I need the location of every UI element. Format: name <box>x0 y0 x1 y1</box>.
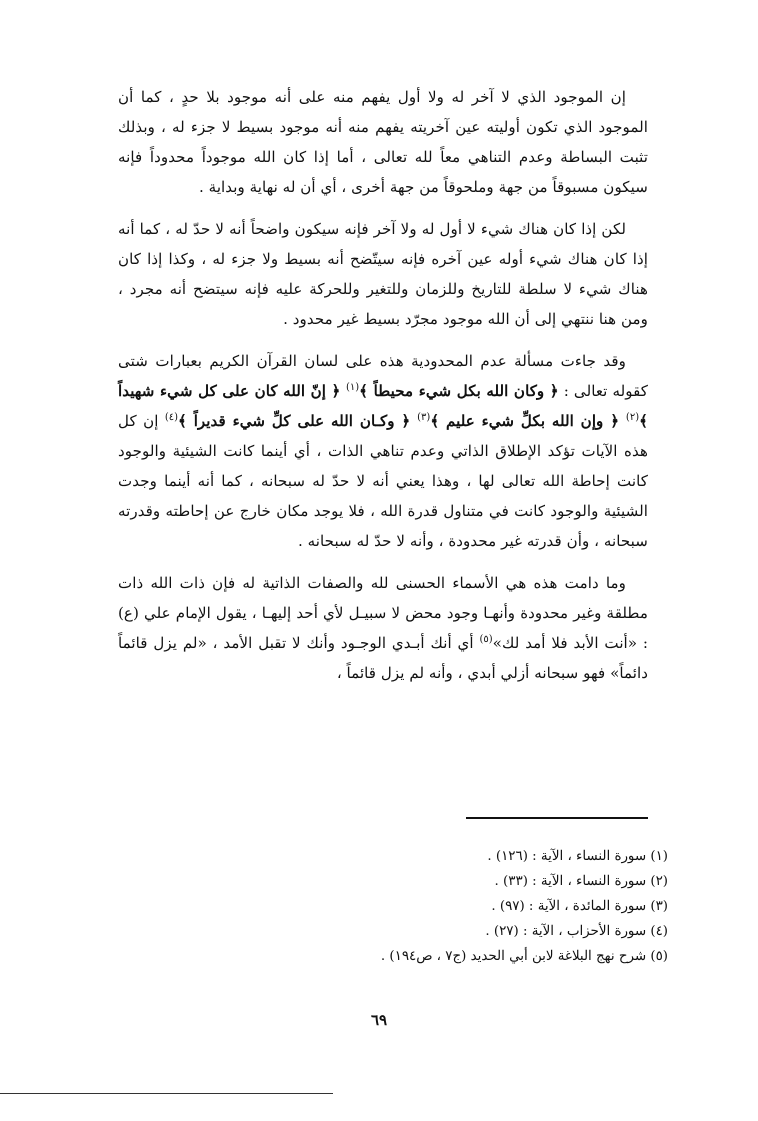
footnote-ref-3: (٣) <box>417 411 431 423</box>
footnote-1: (١) سورة النساء ، الآية : (١٢٦) . <box>487 849 668 864</box>
bottom-divider <box>0 1093 333 1094</box>
footnote-ref-1: (١) <box>345 381 360 393</box>
footnote-ref-2: (٢) <box>625 411 640 423</box>
footnote-ref-4: (٤) <box>164 411 178 423</box>
footnote-divider <box>466 817 648 819</box>
quran-verse-3: ﴿ وإن الله بكلِّ شيء عليم ﴾ <box>430 412 626 430</box>
paragraph-3-rest: إن كل هذه الآيات تؤكد الإطلاق الذاتي وعدم تناهي الذات ، أي أينما كانت الشيئية والوجود كانت إحاطة الله تعالى لها ، وهذا يعني أنه لا حدّ له سبحانه ، كما أنه أينما وجدت الشيئية والوجود كانت في متناول قدرة الله ، فلا يوجد مكان خارج عن إحاطته وقدرته سبحانه ، وأن قدرته غير محدودة ، وأنه لا حدّ له سبحانه . <box>118 412 648 550</box>
paragraph-2: لكن إذا كان هناك شيء لا أول له ولا آخر فإنه سيكون واضحاً أنه لا حدّ له ، كما أنه إذا كان هناك شيء أوله عين آخره فإنه سيتّضح أنه بسيط ولا جزء له ، وكذا إذا كان هناك شيء لا سلطة للتاريخ وللزمان وللتغير وللحركة عليه فإنه سيتضح أنه مجرد ، ومن هنا ننتهي إلى أن الله موجود مجرّد بسيط غير محدود . <box>118 220 648 328</box>
quran-verse-1: ﴿ وكان الله بكل شيء محيطاً ﴾ <box>359 382 559 400</box>
footnotes <box>118 844 668 969</box>
footnote-5: (٥) شرح نهج البلاغة لابن أبي الحديد (ج٧ ، ص١٩٤) . <box>380 949 668 964</box>
footnote-2: (٢) سورة النساء ، الآية : (٣٣) . <box>494 874 668 889</box>
paragraph-4-rest: أي أنك أبـدي الوجـود وأنك لا تقبل الأمد ، «لم يزل قائماً دائماً» فهو سبحانه أزلي أبدي ، وأنه لم يزل قائماً ، <box>118 634 648 682</box>
page-number: ٦٩ <box>370 1011 388 1029</box>
footnote-ref-5: (٥) <box>479 633 493 645</box>
paragraph-3 <box>118 346 648 556</box>
paragraph-4 <box>118 568 648 688</box>
quran-verse-2: ﴿ إنّ الله كان على كل شيء شهيداً ﴾ <box>118 382 648 430</box>
footnote-4: (٤) سورة الأحزاب ، الآية : (٢٧) . <box>485 924 668 939</box>
quran-verse-4: ﴿ وكـان الله على كلِّ شيء قديراً ﴾ <box>178 412 418 430</box>
paragraph-4-intro: وما دامت هذه هي الأسماء الحسنى لله والصفات الذاتية له فإن ذات الله ذات مطلقة وغير محدودة وأنهـا وجود محض لا سبيـل لأي أحد إليهـا ، يقول الإمام علي (ع) : «أنت الأبد فلا أمد لك» <box>118 574 648 652</box>
footnote-3: (٣) سورة المائدة ، الآية : (٩٧) . <box>491 899 668 914</box>
main-text <box>118 82 648 700</box>
paragraph-3-intro: وقد جاءت مسألة عدم المحدودية هذه على لسان القرآن الكريم بعبارات شتى كقوله تعالى : <box>118 352 648 400</box>
paragraph-1: إن الموجود الذي لا آخر له ولا أول يفهم منه على أنه موجود بلا حدٍ ، كما أن الموجود الذي تكون أوليته عين آخريته يفهم منه أنه موجود بسيط لا جزء له ، وبذلك تثبت البساطة وعدم التناهي معاً لله تعالى ، أما إذا كان الله موجوداً محدوداً فإنه سيكون مسبوقاً من جهة وملحوقاً من جهة أخرى ، أي أن له نهاية وبداية . <box>118 88 648 196</box>
